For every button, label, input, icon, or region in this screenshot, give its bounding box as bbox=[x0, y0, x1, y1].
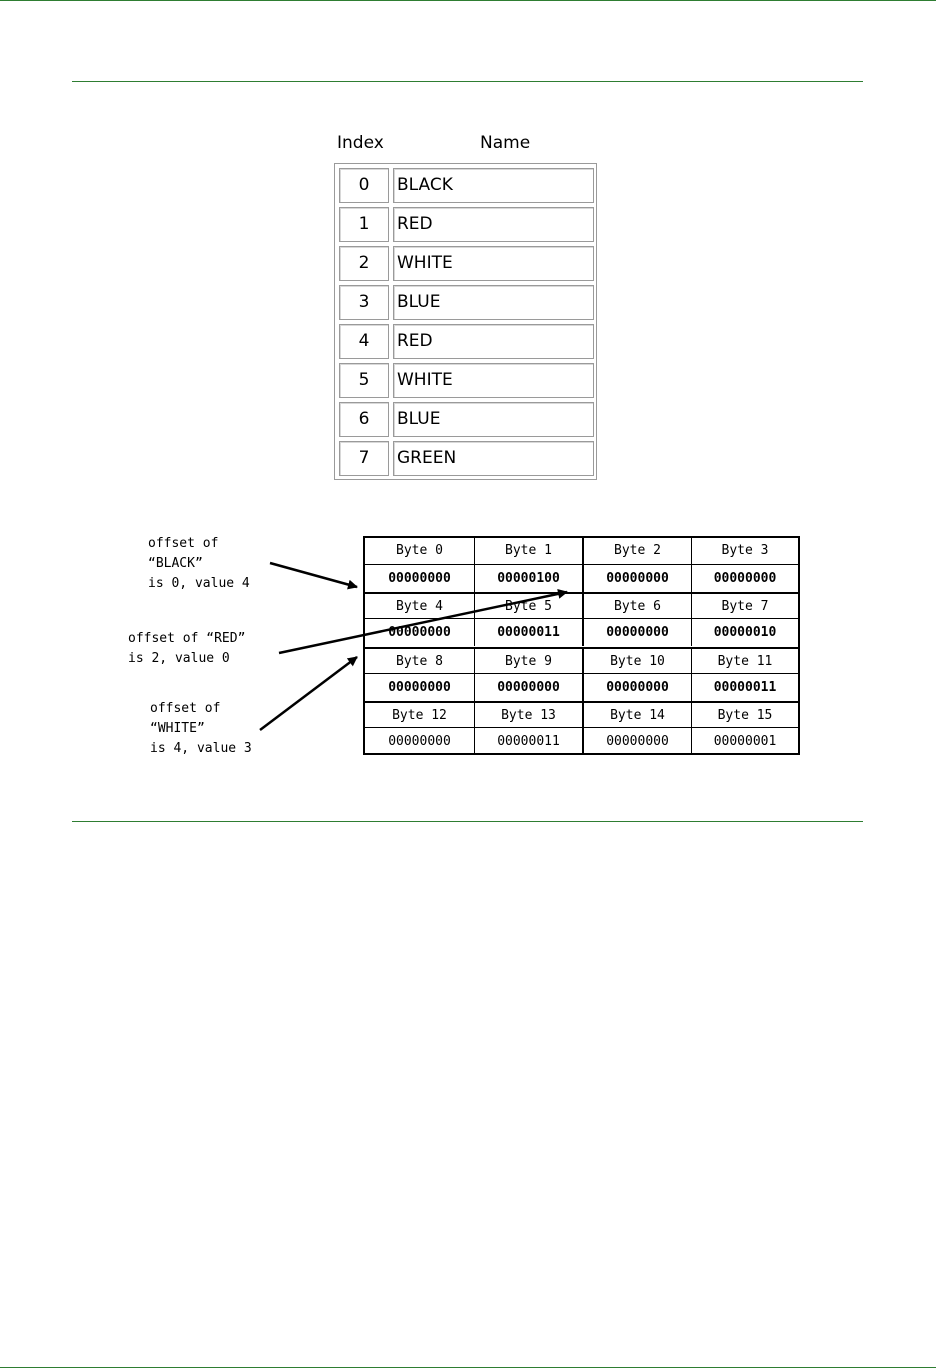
byte-value-cell: 00000000 bbox=[474, 674, 582, 701]
byte-label-cell: Byte 5 bbox=[474, 592, 582, 619]
byte-label-cell: Byte 7 bbox=[691, 592, 798, 619]
byte-value-cell: 00000000 bbox=[582, 619, 691, 646]
name-cell: RED bbox=[393, 207, 594, 242]
index-cell: 4 bbox=[339, 324, 389, 359]
byte-value-cell: 00000011 bbox=[691, 674, 798, 701]
byte-label-cell: Byte 8 bbox=[365, 647, 474, 674]
name-cell: BLACK bbox=[393, 168, 594, 203]
index-cell: 0 bbox=[339, 168, 389, 203]
byte-value-cell: 00000000 bbox=[388, 571, 451, 586]
byte-label-cell: Byte 10 bbox=[582, 647, 691, 674]
byte-value-cell: 00000000 bbox=[691, 565, 798, 592]
byte-label-cell: Byte 13 bbox=[474, 701, 582, 728]
byte-label-cell: Byte 4 bbox=[365, 592, 474, 619]
byte-value-cell: 00000001 bbox=[691, 728, 798, 755]
byte-value-cell: 00000000 bbox=[388, 680, 451, 695]
byte-value-cell: 00000011 bbox=[474, 728, 582, 755]
byte-label-cell: Byte 1 bbox=[474, 538, 582, 565]
byte-label-cell: Byte 9 bbox=[474, 647, 582, 674]
byte-label-cell: Byte 14 bbox=[582, 701, 691, 728]
index-cell: 3 bbox=[339, 285, 389, 320]
name-cell: BLUE bbox=[393, 402, 594, 437]
index-cell: 7 bbox=[339, 441, 389, 476]
name-cell: WHITE bbox=[393, 363, 594, 398]
byte-label-cell: Byte 12 bbox=[365, 701, 474, 728]
index-cell: 1 bbox=[339, 207, 389, 242]
byte-label-cell: Byte 15 bbox=[691, 701, 798, 728]
arrow-red bbox=[279, 592, 567, 653]
byte-value-cell: 00000100 bbox=[474, 565, 582, 592]
arrow-black bbox=[270, 563, 357, 587]
byte-label-cell: Byte 3 bbox=[691, 538, 798, 565]
byte-value-cell: 00000000 bbox=[582, 728, 691, 755]
annotation-red: offset of “RED” is 2, value 0 bbox=[128, 631, 246, 666]
byte-label-cell: Byte 6 bbox=[582, 592, 691, 619]
byte-value-cell: 00000000 bbox=[582, 674, 691, 701]
name-cell: GREEN bbox=[393, 441, 594, 476]
byte-value-cell: 00000000 bbox=[388, 734, 451, 749]
byte-label-cell: Byte 2 bbox=[582, 538, 691, 565]
byte-label-cell: Byte 0 bbox=[365, 538, 474, 565]
annotation-white: offset of “WHITE” is 4, value 3 bbox=[150, 701, 252, 756]
name-cell: BLUE bbox=[393, 285, 594, 320]
name-cell: RED bbox=[393, 324, 594, 359]
index-header: Index bbox=[337, 133, 384, 153]
byte-value-cell: 00000000 bbox=[388, 625, 451, 640]
index-cell: 2 bbox=[339, 246, 389, 281]
arrow-white bbox=[260, 657, 357, 730]
name-cell: WHITE bbox=[393, 246, 594, 281]
byte-label-cell: Byte 11 bbox=[691, 647, 798, 674]
index-cell: 6 bbox=[339, 402, 389, 437]
byte-value-cell: 00000011 bbox=[474, 619, 582, 646]
byte-value-cell: 00000000 bbox=[582, 565, 691, 592]
index-cell: 5 bbox=[339, 363, 389, 398]
annotation-black: offset of “BLACK” is 0, value 4 bbox=[148, 536, 250, 591]
name-header: Name bbox=[480, 133, 531, 153]
byte-value-cell: 00000010 bbox=[691, 619, 798, 646]
